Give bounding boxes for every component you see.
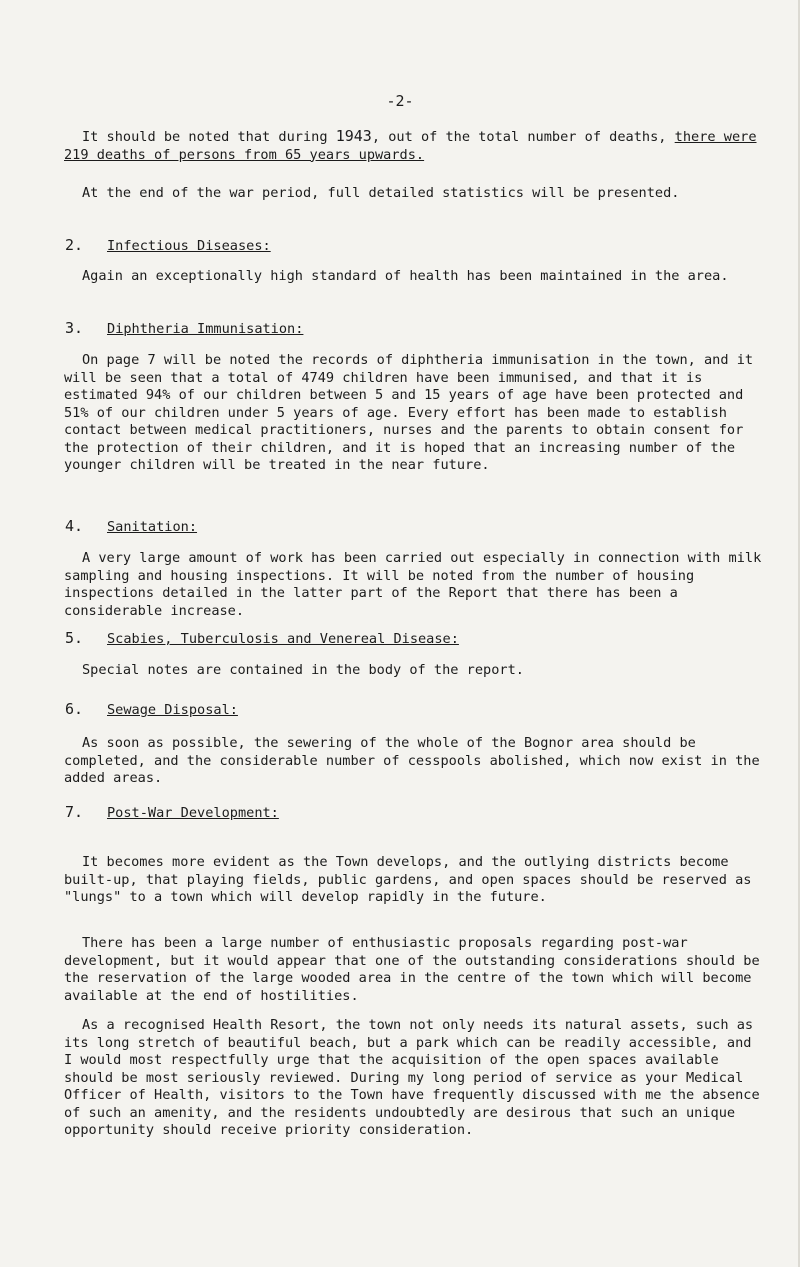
section-number: 3. [65, 319, 84, 337]
section-body-infectious [64, 268, 764, 286]
section-text: On page 7 will be noted the records of diphtheria immunisation in the town, and it will be seen that a total of 4749 children have been immunised, and that it is estimated 94% of our children between 5 and 15 years of age have been protected and 51% of our children under 5 years of age. Every effort has been made to establish contact between medical practitioners, nurses and the parents to obtain consent for the protection of their children, and it is hoped that an increasing number of the younger children will be treated in the near future. [64, 352, 754, 473]
intro-text-a: It should be noted that during [82, 129, 336, 145]
page-number: -2- [386, 92, 414, 110]
intro-text-b: , out of the total number of deaths, [371, 129, 675, 145]
section-number: 4. [65, 517, 84, 535]
section-number: 7. [65, 803, 84, 821]
section-heading-infectious [65, 237, 271, 256]
section-title: Infectious Diseases: [107, 238, 271, 254]
section-number: 5. [65, 629, 84, 647]
section-number: 2. [65, 236, 84, 254]
intro-year: 1943 [335, 127, 372, 145]
section-title: Sanitation: [107, 519, 198, 535]
section-text: It becomes more evident as the Town develops, and the outlying districts become built-up, that playing fields, public gardens, and open spaces should be reserved as "lungs" to a town which will develop rapidly in the future. [64, 854, 752, 905]
section-heading-sanitation [65, 518, 197, 537]
statistics-text: At the end of the war period, full detailed statistics will be presented. [82, 185, 680, 201]
section-heading-scabies [65, 630, 459, 649]
intro-underlined: there were 219 deaths of persons from 65 years upwards. [64, 129, 757, 163]
section-body-scabies [64, 662, 764, 680]
section-title: Sewage Disposal: [107, 702, 238, 718]
intro-paragraph [64, 128, 764, 164]
statistics-paragraph [64, 185, 764, 203]
section-number: 6. [65, 700, 84, 718]
section-title: Diphtheria Immunisation: [107, 321, 304, 337]
section-text: A very large amount of work has been carried out especially in connection with milk sampling and housing inspections. It will be noted from the number of housing inspections detailed in the latter part of the Report that there has been a considerable increase. [64, 550, 762, 619]
section-body-postwar-1 [64, 854, 764, 907]
section-body-sanitation [64, 550, 764, 620]
section-text: As a recognised Health Resort, the town not only needs its natural assets, such as its long stretch of beautiful beach, but a park which can be readily accessible, and I would most respectfully urge that the acquisition of the open spaces available should be most seriously reviewed. During my long period of service as your Medical Officer of Health, visitors to the Town have frequently discussed with me the absence of such an amenity, and the residents undoubtedly are desirous that such an unique opportunity should receive priority consideration. [64, 1017, 760, 1138]
section-text: There has been a large number of enthusiastic proposals regarding post-war development, but it would appear that one of the outstanding considerations should be the reservation of the large wooded area in the centre of the town which will become available at the end of hostilities. [64, 935, 760, 1004]
section-body-sewage [64, 735, 764, 788]
section-body-postwar-2 [64, 935, 764, 1005]
section-heading-sewage [65, 701, 238, 720]
section-text: Special notes are contained in the body of the report. [82, 662, 524, 678]
section-heading-postwar [65, 804, 279, 823]
section-text: Again an exceptionally high standard of health has been maintained in the area. [82, 268, 729, 284]
section-title: Scabies, Tuberculosis and Venereal Disease: [107, 631, 459, 647]
section-title: Post-War Development: [107, 805, 279, 821]
section-body-diphtheria [64, 352, 764, 475]
section-text: As soon as possible, the sewering of the whole of the Bognor area should be completed, and the considerable number of cesspools abolished, which now exist in the added areas. [64, 735, 760, 786]
section-heading-diphtheria [65, 320, 303, 339]
section-body-postwar-3 [64, 1017, 764, 1140]
